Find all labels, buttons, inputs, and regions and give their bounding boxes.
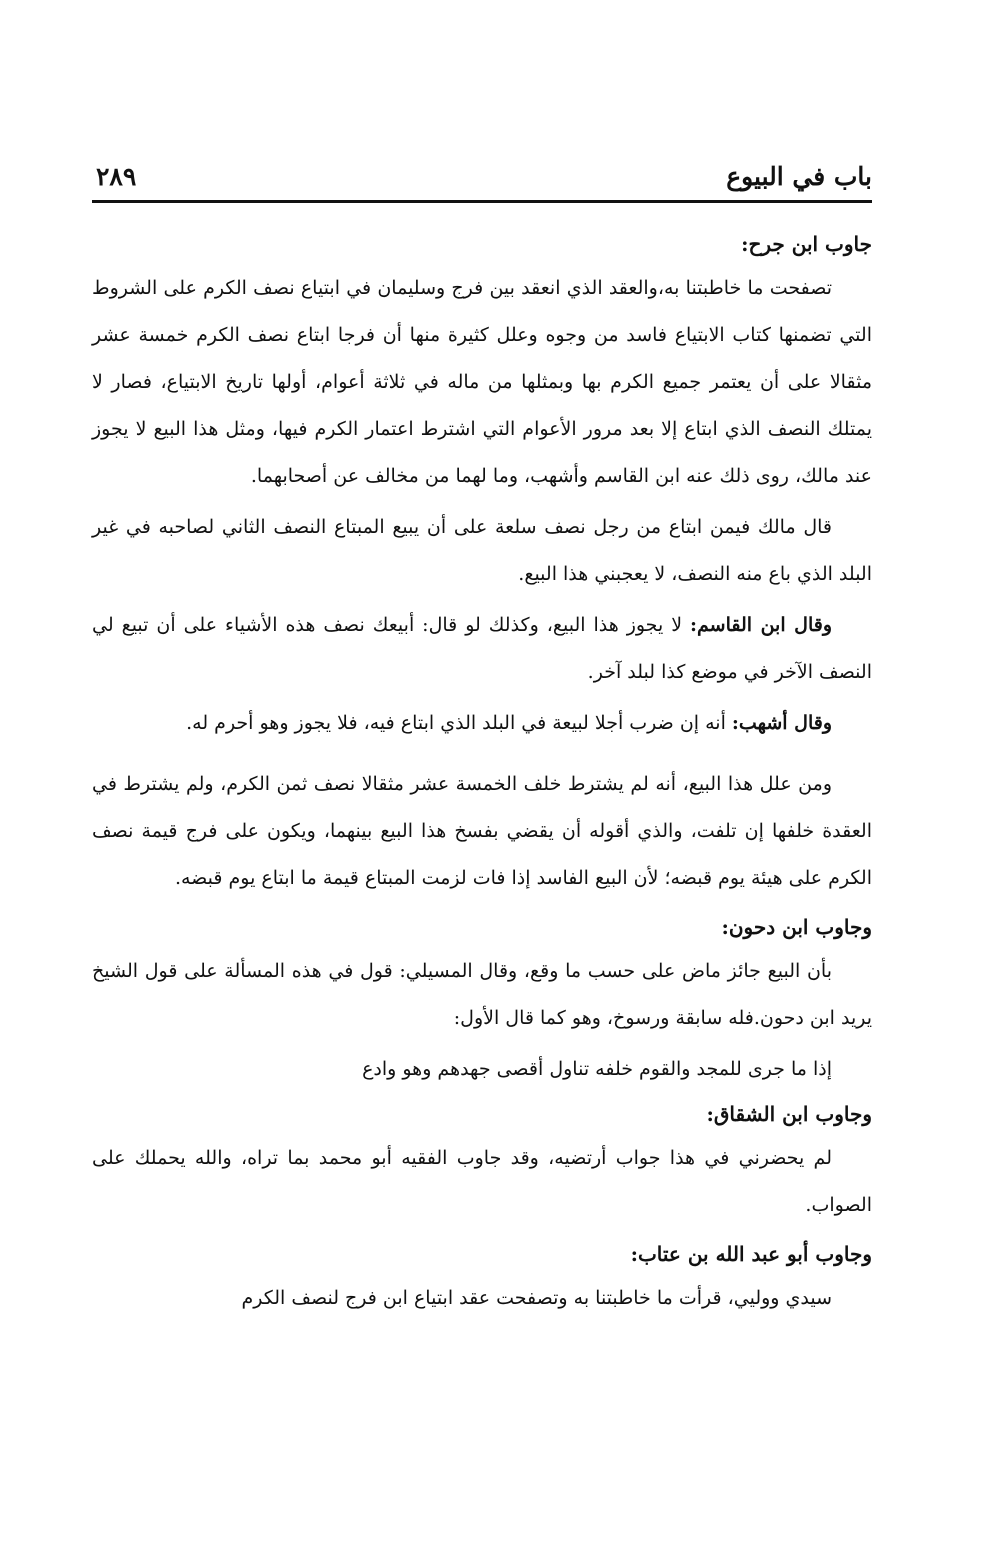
- paragraph: سيدي ووليي، قرأت ما خاطبتنا به وتصفحت عقد ابتياع ابن فرج لنصف الكرم: [241, 1287, 832, 1309]
- paragraph: بأن البيع جائز ماض على حسب ما وقع، وقال المسيلي: قول في هذه المسألة على قول الشيخ يريد ابن دحون.فله سابقة ورسوخ، وهو كما قال الأول:: [92, 960, 872, 1029]
- paragraph: ومن علل هذا البيع، أنه لم يشترط خلف الخمسة عشر مثقالا نصف ثمن الكرم، ولم يشترط في العقدة خلفها إن تلفت، والذي أقوله أن يقضي بفسخ هذا البيع بينهما، ويكون على فرج قيمة نصف الكرم على هيئة يوم قبضه؛ لأن البيع الفاسد إذا فات لزمت المبتاع قيمة ما ابتاع يوم قبضه.: [92, 773, 872, 889]
- spacer: [92, 751, 872, 761]
- paragraph-lead: وقال أشهب:: [731, 712, 832, 734]
- paragraph: تصفحت ما خاطبتنا به،والعقد الذي انعقد بين فرج وسليمان في ابتياع نصف الكرم على الشروط التي تضمنها كتاب الابتياع فاسد من وجوه وعلل كثيرة منها أن فرجا ابتاع نصف الكرم خمسة عشر مثقالا على أن يعتمر جميع الكرم بها وبمثلها من ماله في ثلاثة أعوام، أولها تاريخ الابتياع، فصار لا يمتلك النصف الذي ابتاع إلا بعد مرور الأعوام التي اشترط اعتمار الكرم فيها، ومثل هذا البيع لا يجوز عند مالك، روى ذلك عنه ابن القاسم وأشهب، وما لهما من مخالف عن أصحابهما.: [92, 277, 872, 487]
- page-body: [92, 223, 872, 1322]
- paragraph: [92, 602, 872, 696]
- page-number: ٢٨٩: [96, 162, 137, 191]
- section-heading: وجاوب أبو عبد الله بن عتاب:: [630, 1242, 872, 1266]
- paragraph-text: أنه إن ضرب أجلا لبيعة في البلد الذي ابتاع فيه، فلا يجوز وهو أحرم له.: [186, 712, 732, 734]
- paragraph-text: لا يجوز هذا البيع، وكذلك لو قال: أبيعك نصف هذه الأشياء على أن تبيع لي النصف الآخر في موضع كذا لبلد آخر.: [92, 614, 872, 683]
- paragraph-lead: وقال ابن القاسم:: [690, 614, 832, 636]
- paragraph: قال مالك فيمن ابتاع من رجل نصف سلعة على أن يبيع المبتاع النصف الثاني لصاحبه في غير البلد الذي باع منه النصف، لا يعجبني هذا البيع.: [92, 516, 872, 585]
- paragraph: [92, 700, 872, 747]
- document-page: [92, 160, 872, 1420]
- section-heading: وجاوب ابن الشقاق:: [706, 1102, 872, 1126]
- section-heading: جاوب ابن جرح:: [741, 232, 872, 256]
- section-heading: وجاوب ابن دحون:: [721, 915, 872, 939]
- poem-verse: إذا ما جرى للمجد والقوم خلفه تناول أقصى جهدهم وهو وادع: [362, 1058, 832, 1080]
- paragraph: لم يحضرني في هذا جواب أرتضيه، وقد جاوب الفقيه أبو محمد بما تراه، والله يحملك على الصواب.: [92, 1147, 872, 1216]
- page-header: [92, 160, 872, 203]
- chapter-title: باب في البيوع: [726, 162, 872, 191]
